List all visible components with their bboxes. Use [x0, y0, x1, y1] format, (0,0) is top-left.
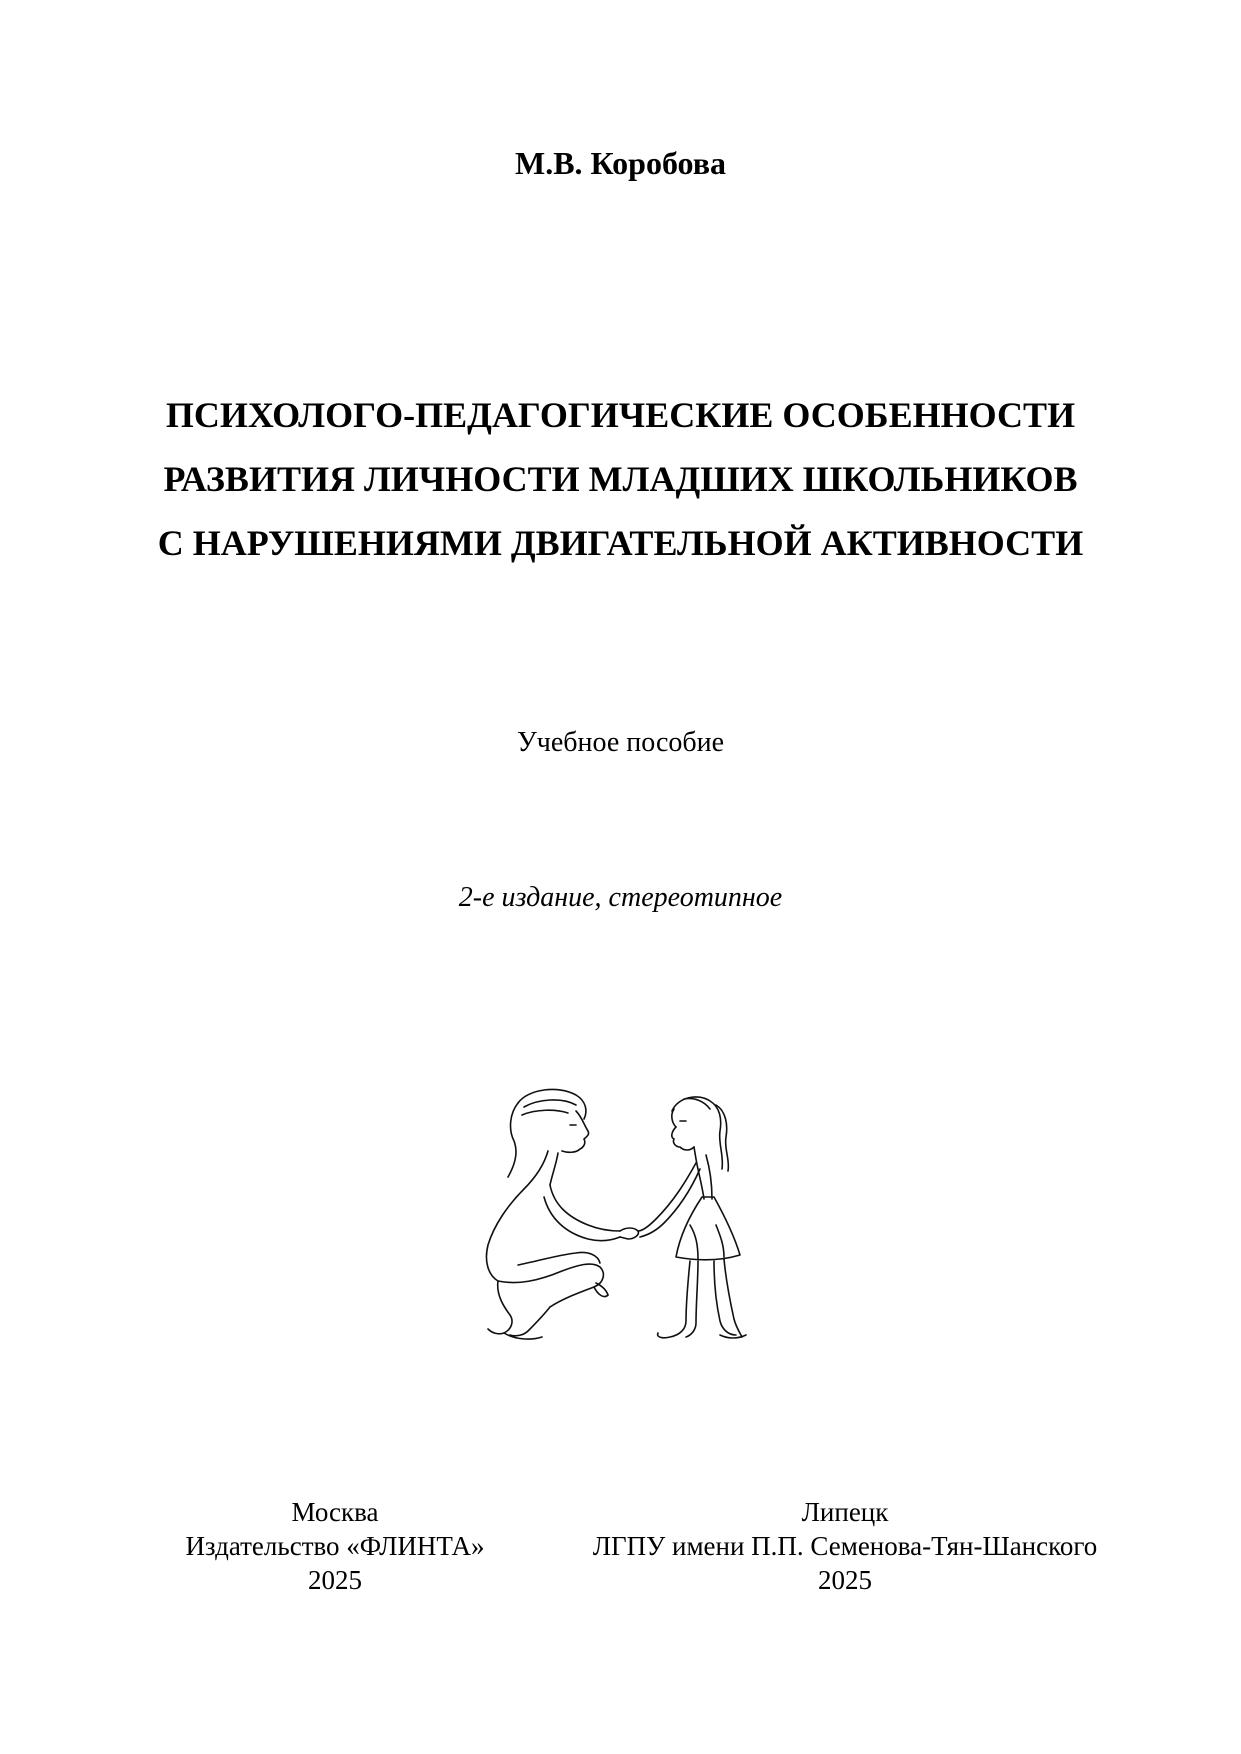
woman-and-girl-holding-hands-drawing: [458, 1085, 778, 1365]
imprint-city: Липецк: [801, 1497, 889, 1527]
book-title-line-2: РАЗВИТИЯ ЛИЧНОСТИ МЛАДШИХ ШКОЛЬНИКОВ: [163, 459, 1078, 499]
author-name: М.В. Коробова: [514, 145, 726, 181]
imprint-publisher: ЛГПУ имени П.П. Семенова-Тян-Шанского: [592, 1531, 1098, 1561]
girl-hair: [672, 1097, 722, 1169]
edition-note: 2-е издание, стереотипное: [458, 882, 783, 913]
woman-legs: [498, 1264, 603, 1307]
book-title: [0, 383, 1241, 575]
girl-skirt: [676, 1197, 740, 1260]
imprint-lipetsk: [560, 1495, 1130, 1597]
girl-legs: [658, 1261, 690, 1338]
book-title-line-3: С НАРУШЕНИЯМИ ДВИГАТЕЛЬНОЙ АКТИВНОСТИ: [157, 523, 1084, 563]
girl-face: [672, 1127, 694, 1150]
imprint-year: 2025: [818, 1565, 872, 1595]
imprint-moscow: [170, 1495, 500, 1597]
woman-body: [486, 1151, 548, 1281]
imprint-city: Москва: [291, 1497, 379, 1527]
woman-hand: [620, 1228, 638, 1239]
imprint-publisher: Издательство «ФЛИНТА»: [185, 1531, 485, 1561]
imprint-year: 2025: [308, 1565, 362, 1595]
book-type: Учебное пособие: [516, 727, 725, 758]
book-title-line-1: ПСИХОЛОГО-ПЕДАГОГИЧЕСКИЕ ОСОБЕННОСТИ: [165, 395, 1076, 435]
